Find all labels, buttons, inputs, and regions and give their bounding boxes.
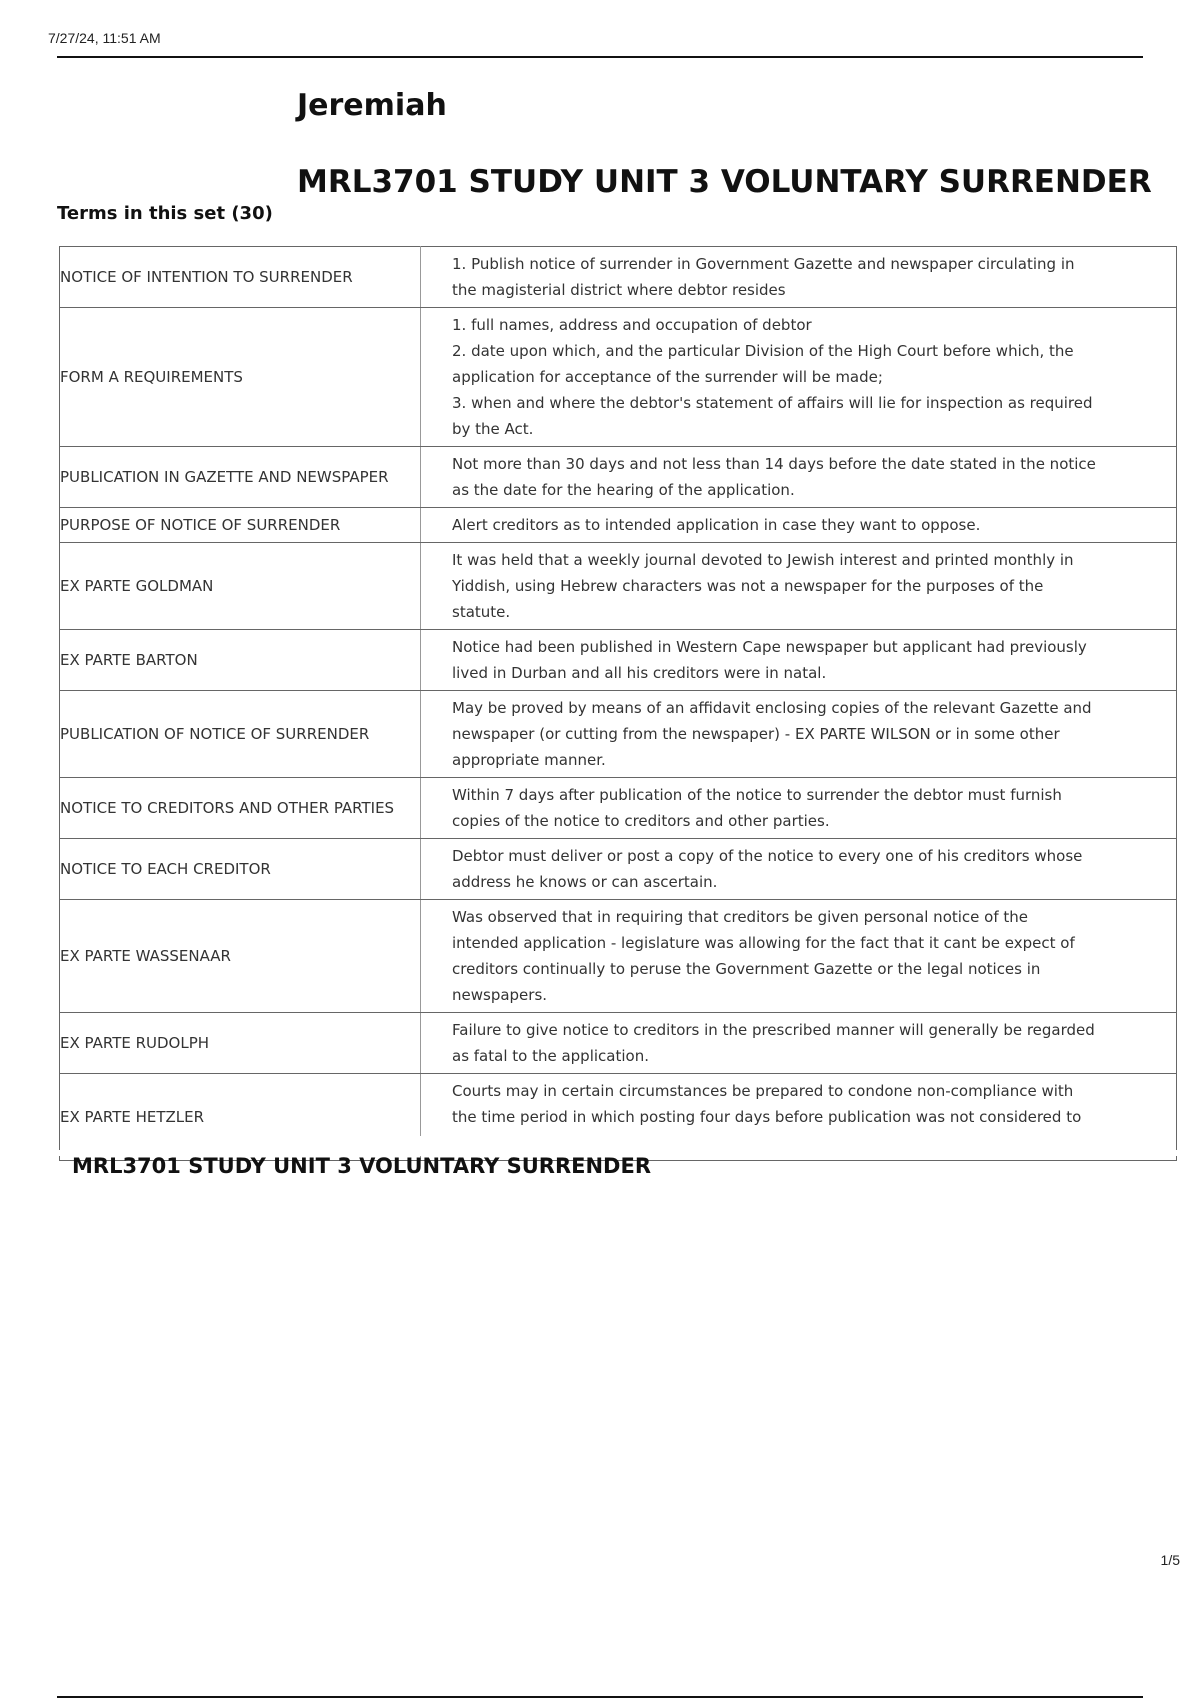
terms-table (59, 246, 1177, 1161)
term-row (60, 691, 1177, 778)
definition-line: Alert creditors as to intended application in case they want to oppose. (452, 516, 981, 534)
table-page-break (59, 1136, 1177, 1156)
term-row (60, 1013, 1177, 1074)
term-row (60, 508, 1177, 543)
definition-line: Not more than 30 days and not less than 14 days before the date stated in the notice as the date for the hearing of the application. (452, 455, 1096, 499)
term-cell: PUBLICATION IN GAZETTE AND NEWSPAPER (60, 447, 421, 508)
term-cell: EX PARTE BARTON (60, 630, 421, 691)
footer-title: MRL3701 STUDY UNIT 3 VOLUNTARY SURRENDER (72, 1154, 651, 1178)
definition-line: 1. Publish notice of surrender in Government Gazette and newspaper circulating in the magisterial district where debtor resides (452, 255, 1075, 299)
term-row (60, 778, 1177, 839)
author-name: Jeremiah (297, 88, 447, 123)
definition-line: 1. full names, address and occupation of debtor (452, 316, 812, 334)
term-cell: FORM A REQUIREMENTS (60, 308, 421, 447)
term-cell: EX PARTE GOLDMAN (60, 543, 421, 630)
term-cell: EX PARTE RUDOLPH (60, 1013, 421, 1074)
definition-cell (421, 1013, 1177, 1074)
print-timestamp: 7/27/24, 11:51 AM (48, 30, 161, 46)
definition-line: Notice had been published in Western Cape newspaper but applicant had previously lived in Durban and all his creditors were in natal. (452, 638, 1087, 682)
term-row (60, 308, 1177, 447)
definition-line: Was observed that in requiring that creditors be given personal notice of the intended application - legislature was allowing for the fact that it cant be expect of creditors continually to peruse the Government Gazette or the legal notices in newspapers. (452, 908, 1075, 1004)
terms-count-label: Terms in this set (30) (57, 203, 273, 224)
definition-cell (421, 778, 1177, 839)
definition-cell (421, 308, 1177, 447)
definition-cell (421, 691, 1177, 778)
footer-rule (57, 1696, 1143, 1698)
definition-line: 3. when and where the debtor's statement of affairs will lie for inspection as required by the Act. (452, 394, 1093, 438)
definition-line: 2. date upon which, and the particular Division of the High Court before which, the application for acceptance of the surrender will be made; (452, 342, 1074, 386)
definition-line: May be proved by means of an affidavit enclosing copies of the relevant Gazette and newspaper (or cutting from the newspaper) - EX PARTE WILSON or in some other appropriate manner. (452, 699, 1092, 769)
definition-cell (421, 508, 1177, 543)
definition-cell (421, 543, 1177, 630)
definition-line: It was held that a weekly journal devoted to Jewish interest and printed monthly in Yiddish, using Hebrew characters was not a newspaper for the purposes of the statute. (452, 551, 1074, 621)
definition-line: Debtor must deliver or post a copy of the notice to every one of his creditors whose address he knows or can ascertain. (452, 847, 1083, 891)
term-cell: NOTICE OF INTENTION TO SURRENDER (60, 247, 421, 308)
header-rule (57, 56, 1143, 58)
term-cell: EX PARTE WASSENAAR (60, 900, 421, 1013)
definition-line: Courts may in certain circumstances be prepared to condone non-compliance with the time period in which posting four days before publication was not considered to (452, 1082, 1082, 1126)
term-row (60, 543, 1177, 630)
page-title: MRL3701 STUDY UNIT 3 VOLUNTARY SURRENDER (297, 164, 1152, 200)
term-cell: EX PARTE HETZLER (60, 1074, 421, 1161)
definition-cell (421, 900, 1177, 1013)
definition-cell (421, 839, 1177, 900)
term-row (60, 839, 1177, 900)
term-row (60, 900, 1177, 1013)
term-row (60, 630, 1177, 691)
term-row (60, 247, 1177, 308)
definition-line: Within 7 days after publication of the notice to surrender the debtor must furnish copies of the notice to creditors and other parties. (452, 786, 1062, 830)
term-cell: PUBLICATION OF NOTICE OF SURRENDER (60, 691, 421, 778)
term-cell: NOTICE TO CREDITORS AND OTHER PARTIES (60, 778, 421, 839)
definition-cell (421, 630, 1177, 691)
term-cell: PURPOSE OF NOTICE OF SURRENDER (60, 508, 421, 543)
term-cell: NOTICE TO EACH CREDITOR (60, 839, 421, 900)
definition-line: Failure to give notice to creditors in the prescribed manner will generally be regarded as fatal to the application. (452, 1021, 1095, 1065)
term-row (60, 447, 1177, 508)
page-number: 1/5 (1160, 1552, 1180, 1568)
definition-cell (421, 247, 1177, 308)
definition-cell (421, 447, 1177, 508)
